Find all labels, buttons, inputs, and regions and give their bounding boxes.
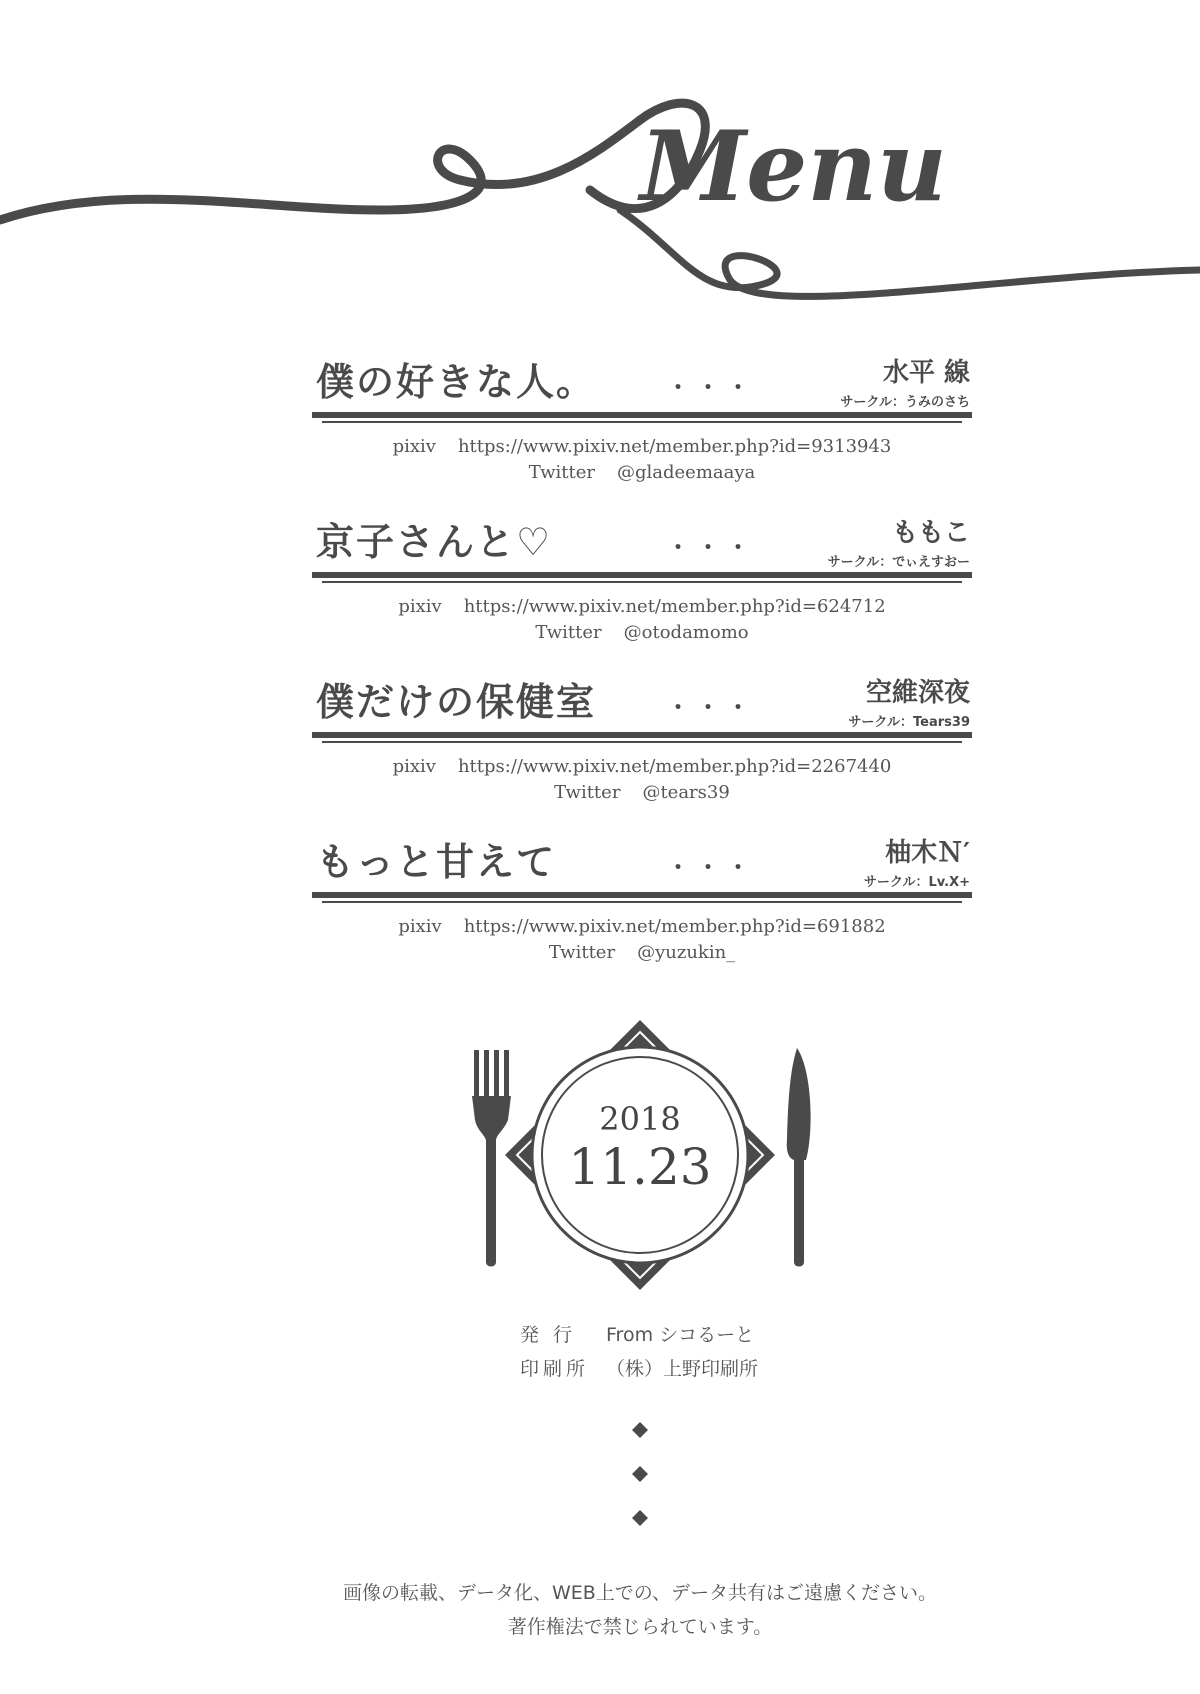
entry-author: 水平 線 [882, 358, 970, 388]
menu-entry [312, 832, 972, 966]
menu-entry [312, 672, 972, 806]
diamond-icon [632, 1466, 648, 1482]
diamond-icon [632, 1422, 648, 1438]
twitter-label: Twitter [528, 462, 595, 483]
entry-title: もっと甘えて [316, 840, 557, 884]
entry-dots: ・・・ [667, 856, 758, 881]
twitter-handle: @yuzukin_ [637, 942, 736, 963]
title-underline [312, 572, 972, 586]
entry-header [312, 352, 972, 412]
title-underline [312, 892, 972, 906]
diamond-ornaments [630, 1418, 650, 1538]
entry-title: 僕だけの保健室 [316, 680, 597, 724]
event-date: 11.23 [568, 1138, 712, 1196]
pixiv-label: pixiv [398, 596, 442, 617]
entry-dots: ・・・ [667, 696, 758, 721]
entry-circle: サークル：でぃえすおー [827, 555, 970, 570]
entry-title: 京子さんと♡ [316, 520, 553, 564]
diamond-icon [632, 1510, 648, 1526]
entry-header [312, 832, 972, 892]
entry-links [312, 594, 972, 646]
entry-title: 僕の好きな人。 [316, 360, 597, 404]
notice-line-1: 画像の転載、データ化、WEB上での、データ共有はご遠慮ください。 [342, 1582, 938, 1604]
publisher-value: From シコるーと [606, 1324, 755, 1346]
pixiv-url: https://www.pixiv.net/member.php?id=624712 [463, 596, 886, 617]
menu-entry [312, 352, 972, 486]
menu-title: Menu [640, 110, 947, 223]
entry-author: 空維深夜 [865, 678, 970, 708]
entry-circle: サークル：Lv.X+ [863, 875, 970, 890]
menu-calligraphy-header [0, 60, 1200, 320]
entry-header [312, 512, 972, 572]
twitter-handle: @tears39 [642, 782, 730, 803]
entry-circle: サークル：うみのさち [840, 395, 970, 410]
title-underline [312, 732, 972, 746]
pixiv-label: pixiv [398, 916, 442, 937]
entry-links [312, 754, 972, 806]
menu-entry [312, 512, 972, 646]
pixiv-label: pixiv [392, 756, 436, 777]
pixiv-url: https://www.pixiv.net/member.php?id=9313943 [457, 436, 892, 457]
title-underline [312, 412, 972, 426]
entry-author: ももこ [891, 518, 970, 548]
pixiv-url: https://www.pixiv.net/member.php?id=2267440 [457, 756, 892, 777]
entry-circle: サークル：Tears39 [848, 715, 970, 730]
entry-links [312, 434, 972, 486]
twitter-label: Twitter [548, 942, 616, 963]
pixiv-url: https://www.pixiv.net/member.php?id=691882 [463, 916, 886, 937]
colophon [520, 1318, 820, 1386]
twitter-handle: @otodamomo [623, 622, 749, 643]
entry-dots: ・・・ [667, 376, 758, 401]
notice-line-2: 著作権法で禁じられています。 [507, 1616, 773, 1638]
entry-author: 柚木Ｎ′ [885, 838, 970, 868]
entry-header [312, 672, 972, 732]
twitter-label: Twitter [554, 782, 621, 803]
twitter-label: Twitter [535, 622, 602, 643]
printer-label: 印刷所 [520, 1358, 590, 1380]
entry-dots: ・・・ [667, 536, 758, 561]
twitter-handle: @gladeemaaya [616, 462, 756, 483]
entry-links [312, 914, 972, 966]
pixiv-label: pixiv [392, 436, 436, 457]
printer-value: （株）上野印刷所 [606, 1358, 759, 1380]
publisher-label: 発 行 [520, 1324, 577, 1346]
event-year: 2018 [599, 1100, 681, 1138]
copyright-notice [0, 1576, 1200, 1644]
